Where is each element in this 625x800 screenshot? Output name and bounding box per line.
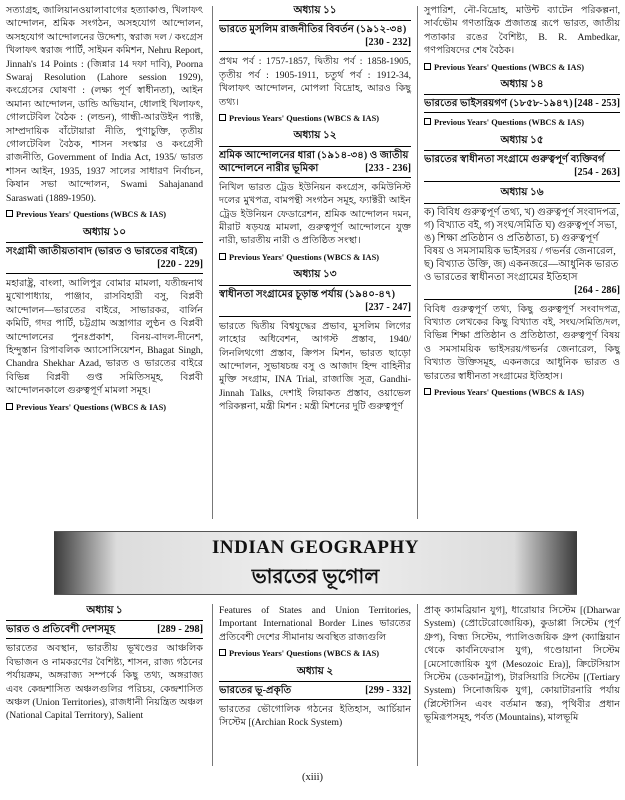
geo-chapter-2-topic[interactable]: ভারতের ভূ-প্রকৃতি [299 - 332] [219, 681, 411, 700]
chapter-10-text: মহারাষ্ট্র, বাংলা, আলিপুর বোমার মামলা, যতীন্দ্রনাথ মুখোপাধ্যায়, পাঞ্জাব, রাসবিহারী বসু, বিপ্লবী আন্দোলন—ভারতের বাইরে, সাভারকর, বার্লিন কমিটি, গদর পার্টি, চট্টগ্রাম অস্ত্রাগার লুণ্ঠন ও বিপ্লবী আন্দোলনের পুনঃপ্রকাশ, বিনয়-বাদল-দীনেশ, হিন্দুস্তান রিপাবলিক অ্যাসোসিয়েশন, Bhagat Singh, Chandra Shekhar Azad, ভারত ও ভারতের বাইরে বিভিন্ন বিপ্লবী গুপ্ত সমিতিসমূহ, বিপ্লবী আন্দোলনকালে গুরুত্বপূর্ণ মামলা সমূহ। [6, 277, 203, 397]
chapter-11-topic[interactable]: ভারতে মুসলিম রাজনীতির বিবর্তন (১৯১২-৩৪) [230 - 232] [219, 20, 411, 52]
chapter-11-label: অধ্যায় ১১ [293, 5, 337, 16]
chapter-10-label: অধ্যায় ১০ [82, 226, 127, 238]
chapter-10-topic[interactable]: সংগ্রামী জাতীয়তাবাদ (ভারত ও ভারতের বাইরে) [220 - 229] [6, 242, 203, 274]
column-divider-1 [212, 6, 213, 519]
col2-pyq-2[interactable]: Previous Years' Questions (WBCS & IAS) [219, 251, 411, 264]
col2-pyq-1[interactable]: Previous Years' Questions (WBCS & IAS) [219, 112, 411, 125]
geo-chapter-1-label: অধ্যায় ১ [86, 605, 123, 616]
col3-pyq-3[interactable]: Previous Years' Questions (WBCS & IAS) [424, 386, 620, 399]
column-1 [6, 4, 203, 418]
geo-chapter-1-topic[interactable]: ভারত ও প্রতিবেশী দেশসমূহ [289 - 298] [6, 620, 203, 639]
geo-chapter-1-pages: [289 - 298] [157, 624, 203, 636]
col1-pyq[interactable]: Previous Years' Questions (WBCS & IAS) [6, 208, 203, 221]
geo-col2-pyq[interactable]: Previous Years' Questions (WBCS & IAS) [219, 647, 411, 660]
section-banner [54, 531, 577, 595]
section-title: INDIAN GEOGRAPHY [212, 537, 419, 558]
col3-pyq-1[interactable]: Previous Years' Questions (WBCS & IAS) [424, 61, 620, 74]
geo-column-3 [424, 604, 620, 725]
chapter-12-topic[interactable]: শ্রমিক আন্দোলনের ধারা (১৯১৪-৩৪) ও জাতীয় আন্দোলনে নারীর ভূমিকা [233 - 236] [219, 146, 411, 178]
checkbox-icon [6, 210, 13, 217]
chapter-13-label: অধ্যায় ১৩ [293, 269, 337, 281]
chapter-14-topic[interactable]: ভারতের ভাইসরয়গণ (১৮৫৮-১৯৪৭) [248 - 253] [424, 94, 620, 113]
checkbox-icon [219, 649, 226, 656]
col3-intro-text: সুপারিশ, নৌ-বিদ্রোহ, মাউন্ট ব্যাটেন পরিকল্পনা, সার্বভৌম গণতান্ত্রিক প্রজাতন্ত্র রূপে ভারত, জাতীয় পতাকার রঙের বৈশিষ্ট্য, B. R. Ambedkar, গণপরিষদের শেষ বৈঠক। [424, 5, 620, 57]
geo-column-1 [6, 604, 203, 723]
chapter-16-label: অধ্যায় ১৬ [500, 187, 544, 199]
checkbox-icon [6, 403, 13, 410]
col1-intro-text: সত্যাগ্রহ, জালিয়ানওয়ালাবাগের হত্যাকাণ্ড, খিলাফৎ আন্দোলন, শ্রমিক সংগঠন, অসহযোগ আন্দোলন, অসহযোগ আন্দোলনের উদ্দেশ্য, স্বরাজ দল / কংগ্রেস খিলাফৎ স্বরাজ পার্টি, সাইমন কমিশন, Nehru Report, Jinnah's 14 Points : (জিন্নার 14 দফা দাবি), Poorna Swaraj Resolution (Lahore session 1929), কংগ্রেসের ঘোষণা : (লক্ষ্য পূর্ণ স্বাধীনতা), আইন অমান্য আন্দোলন, ডান্ডি অভিযান, ধোলাই খিলাফৎ, গোলটেবিল বৈঠক : (লন্ডন), গান্ধী-আরউইন প্যাক্ট, সাম্প্রদায়িক বাঁটোয়ারা নীতি, পুণাচুক্তি, তৃতীয় গোলটেবিল বৈঠক, শাসন সংস্কার ও কংগ্রেসী রাজনীতি, Government of India Act, 1935/ ভারত শাসন আইন, 1935, 1937 সালের সাধারণ নির্বাচন, কিষান সভা আন্দোলন, Swami Sahajanand Saraswati (1889-1950). [6, 5, 203, 204]
geo-chapter-2-text: ভারতের ভৌগোলিক গঠনের ইতিহাস, আর্চিয়ান সিস্টেম [(Archian Rock System) [219, 704, 411, 729]
geo-chapter-1-text: ভারতের অবস্থান, ভারতীয় ভূখণ্ডের আঞ্চলিক বিভাজন ও নামকরণের বৈশিষ্ট্য, শাসন, রাজ্য গঠনের পর্যায়ক্রম, অঙ্গরাজ্য সম্পর্কে কিছু তথ্য, অঙ্গরাজ্য এবং কেন্দ্রশাসিত অঞ্চলগুলির পরিচয়, কেন্দ্রশাসিত অঞ্চল (Union Territories), রাজধানী নিয়ন্ত্রিত অঞ্চল (National Capital Territory), Salient [6, 643, 203, 722]
chapter-16-topic[interactable]: ক) বিবিধ গুরুত্বপূর্ণ তথ্য, খ) গুরুত্বপূর্ণ সংবাদপত্র, গ) বিখ্যাত বই, গ) সংঘ/সমিতি ঘ) গুরুত্বপূর্ণ সভা, ঙ) শিক্ষা প্রতিষ্ঠান ও প্রতিষ্ঠাতা, চ) গুরুত্বপূর্ণ বিষয় ও সমসাময়িক ভাইসরয় / গভর্নর জেনারেল, ছ) বিখ্যাত উক্তি, জ) একনজরে—আধুনিক ভারত ও ভারতের স্বাধীনতা সংগ্রামের ইতিহাস [264 - 286] [424, 203, 620, 300]
chapter-16-pages: [264 - 286] [574, 284, 620, 296]
column-3 [424, 4, 620, 404]
geo-chapter-2-pages: [299 - 332] [365, 685, 411, 697]
chapter-10-pages: [220 - 229] [157, 258, 203, 270]
page-number: (xiii) [302, 772, 323, 783]
chapter-11-pages: [230 - 232] [365, 37, 411, 49]
column-divider-3 [212, 604, 213, 766]
checkbox-icon [424, 63, 431, 70]
geo-col3-text: প্রাক্ ক্যামব্রিয়ান যুগ], ধারোয়ার সিস্টেম [(Dharwar System) (প্রোটেরোজোয়িক), কুডাপ্পা সিস্টেম (পূর্ণ গ্রুপ), বিন্ধ্য সিস্টেম, প্যালিওজয়িক গ্রুপ (ক্যাম্ব্রিয়ান থেকে কার্বনিফেরাস যুগ), গণ্ডোয়ানা সিস্টেম [মেসোজোয়িক যুগ (Mesozoic Era)], ক্রিটেসিয়াস সিস্টেম (ডেকানট্রাপ), টারসিয়ারি সিস্টেম [(Tertiary System) সিনোজয়িক যুগ], কোয়াটারনারি পর্যায় (প্লিস্টোসিন এবং বর্তমান স্তর), পৃথিবীর প্রধান ভূমিরূপসমূহ, পর্বত (Mountains), মালভূমি [424, 605, 620, 724]
checkbox-icon [219, 114, 226, 121]
checkbox-icon [424, 118, 431, 125]
chapter-14-label: অধ্যায় ১৪ [500, 79, 544, 91]
checkbox-icon [219, 253, 226, 260]
chapter-14-pages: [248 - 253] [574, 98, 620, 110]
chapter-13-pages: [237 - 247] [365, 301, 411, 313]
col3-pyq-2[interactable]: Previous Years' Questions (WBCS & IAS) [424, 116, 620, 129]
chapter-15-topic[interactable]: ভারতের স্বাধীনতা সংগ্রামে গুরুত্বপূর্ণ ব্যক্তিবর্গ [254 - 263] [424, 150, 620, 182]
geo-chapter-2-label: অধ্যায় ২ [296, 665, 334, 677]
column-divider-4 [417, 604, 418, 766]
chapter-13-topic[interactable]: স্বাধীনতা সংগ্রামের চূড়ান্ত পর্যায় (১৯৪০-৪৭) [237 - 247] [219, 285, 411, 317]
chapter-12-text: নিখিল ভারত ট্রেড ইউনিয়ন কংগ্রেস, কমিউনিস্ট দলের মুখপত্র, বামপন্থী সংগঠন সমূহ, ফ্যাক্টরী আইন ট্রেড ইউনিয়ন ফেডারেশন, শ্রমিক আন্দোলন দমন, মীরাট ষড়যন্ত্র মামলা, গুরুত্বপূর্ণ আন্দোলনে যুক্ত নারী, ভারতীয় নারী ও প্রতিষ্ঠিত সংস্থা। [219, 181, 411, 247]
chapter-11-text: প্রথম পর্ব : 1757-1857, দ্বিতীয় পর্ব : 1858-1905, তৃতীয় পর্ব : 1905-1911, চতুর্থ পর্ব : 1912-34, খিলাফৎ আন্দোলন, মোপলা বিদ্রোহ, আরও কিছু তথ্য। [219, 56, 411, 108]
chapter-15-pages: [254 - 263] [574, 167, 620, 179]
checkbox-icon [424, 388, 431, 395]
geo-col2-intro: Features of States and Union Territories, Important International Border Lines ভারতের প্রতিবেশী দেশের সীমানায় অবস্থিত রাজ্যগুলি [219, 605, 411, 643]
geo-column-2 [219, 604, 411, 730]
chapter-12-label: অধ্যায় ১২ [293, 130, 337, 142]
chapter-12-pages: [233 - 236] [365, 162, 411, 174]
chapter-15-label: অধ্যায় ১৫ [500, 134, 544, 146]
column-2 [219, 4, 411, 414]
chapter-13-text: ভারতে দ্বিতীয় বিশ্বযুদ্ধের প্রভাব, মুসলিম লিগের লাহোর অধিবেশন, আগস্ট প্রস্তাব, 1940/ লিনলিথগো প্রস্তাব, ক্রিপস মিশন, ভারত ছাড়ো আন্দোলন, সুভাষচন্দ্র বসু ও আজাদ হিন্দ বাহিনীর মুক্তি সংগ্রাম, INA Trial, রাজাজি সূত্র, Gandhi-Jinnah Talks, দেশাই লিয়াকত প্রস্তাব, ওয়াভেল পরিকল্পনা, মন্ত্রী মিশন : মন্ত্রী মিশনের দুটি গুরুত্বপূর্ণ [219, 320, 411, 413]
section-subtitle: ভারতের ভূগোল [251, 566, 380, 588]
chapter-16-text: বিবিধ গুরুত্বপূর্ণ তথ্য, কিছু গুরুত্বপূর্ণ সংবাদপত্র, বিখ্যাত লেখকের কিছু বিখ্যাত বই, সংঘ/সমিতি/দল, বিভিন্ন শিক্ষা প্রতিষ্ঠান ও প্রতিষ্ঠাতা, গুরুত্বপূর্ণ বিষয় ও সমসাময়িক ভাইসরয়/গভর্নর জেনারেল, কিছু বিখ্যাত উক্তিসমূহ, একনজরে আধুনিক ভারত ও ভারতের স্বাধীনতা সংগ্রামের ইতিহাস। [424, 303, 620, 382]
col1-pyq-2[interactable]: Previous Years' Questions (WBCS & IAS) [6, 401, 203, 414]
column-divider-2 [417, 6, 418, 519]
